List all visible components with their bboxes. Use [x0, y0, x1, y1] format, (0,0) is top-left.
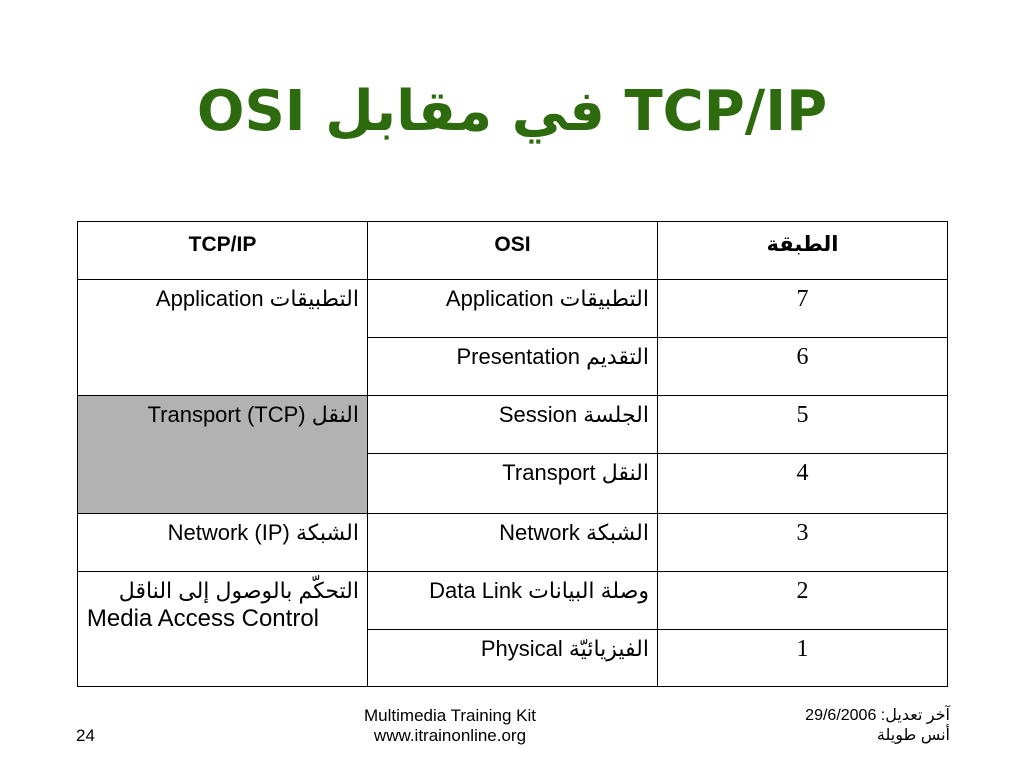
- table-row: [78, 396, 948, 454]
- slide-number: 24: [76, 726, 95, 745]
- osi-layer-name: Physical الفيزيائيّة: [368, 630, 658, 687]
- layer-number: 6: [658, 338, 948, 396]
- header-layer: الطبقة: [658, 222, 948, 280]
- mac-arabic-label: التحكّم بالوصول إلى الناقل: [118, 578, 359, 603]
- table-row: [78, 514, 948, 572]
- osi-layer-name: Transport النقل: [368, 454, 658, 514]
- mac-english-label: Media Access Control: [86, 605, 319, 632]
- tcpip-network-cell: Network (IP) الشبكة: [78, 514, 368, 572]
- header-osi: OSI: [368, 222, 658, 280]
- footer-credit: [300, 706, 600, 746]
- tcpip-transport-cell: Transport (TCP) النقل: [78, 396, 368, 514]
- tcpip-application-cell: Application التطبيقات: [78, 280, 368, 396]
- table-row: [78, 280, 948, 338]
- table-header-row: [78, 222, 948, 280]
- layer-number: 2: [658, 572, 948, 630]
- osi-layer-name: Application التطبيقات: [368, 280, 658, 338]
- osi-layer-name: Session الجلسة: [368, 396, 658, 454]
- tcpip-mac-cell: [78, 572, 368, 687]
- table-row: [78, 572, 948, 630]
- osi-layer-name: Data Link وصلة البيانات: [368, 572, 658, 630]
- footer-last-modified: آخر تعديل: 29/6/2006: [805, 707, 950, 724]
- osi-layer-name: Presentation التقديم: [368, 338, 658, 396]
- layer-number: 3: [658, 514, 948, 572]
- layer-number: 5: [658, 396, 948, 454]
- layer-number: 1: [658, 630, 948, 687]
- layer-number: 4: [658, 454, 948, 514]
- footer-modified: [805, 706, 950, 746]
- slide-title: OSI في مقابل TCP/IP: [196, 79, 828, 144]
- osi-layer-name: Network الشبكة: [368, 514, 658, 572]
- footer-website: www.itrainonline.org: [373, 726, 527, 745]
- header-tcpip: TCP/IP: [78, 222, 368, 280]
- tcpip-osi-comparison-table: [77, 221, 948, 687]
- footer-author: أنس طويلة: [876, 727, 950, 744]
- footer-kit-name: Multimedia Training Kit: [364, 706, 536, 725]
- layer-number: 7: [658, 280, 948, 338]
